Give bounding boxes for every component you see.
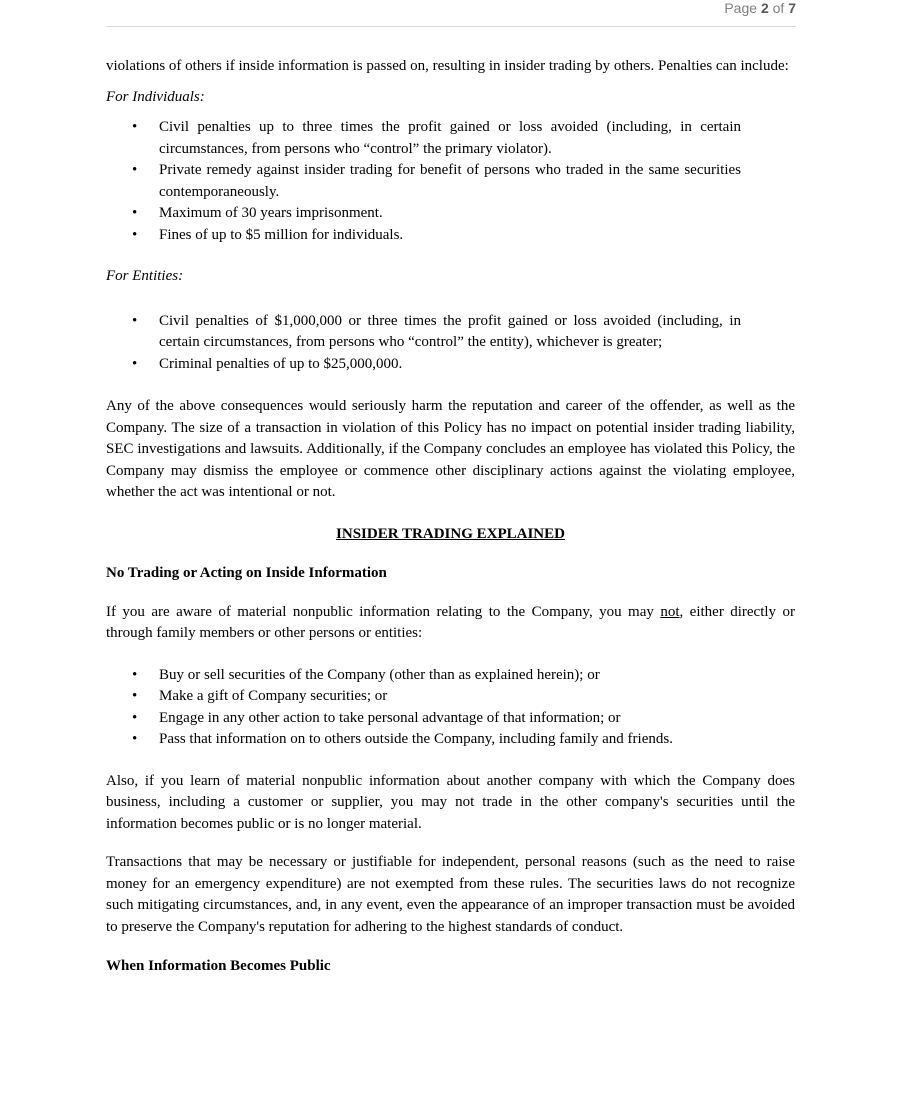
bullet-icon: • bbox=[132, 312, 138, 329]
bullet-icon: • bbox=[132, 666, 138, 683]
section-title: INSIDER TRADING EXPLAINED bbox=[336, 525, 565, 542]
page-header bbox=[106, 0, 796, 27]
bullet-icon: • bbox=[132, 709, 138, 726]
emphasis-not: not bbox=[660, 603, 680, 620]
bullet-icon: • bbox=[132, 731, 138, 747]
awareness-paragraph: If you are aware of material nonpublic information relating to the Company, you may not, either directly or through family members or other persons or entities: bbox=[106, 603, 795, 641]
other-company-paragraph: Also, if you learn of material nonpublic information about another company with which the Company does business, including a customer or supplier, you may not trade in the other company's securities until the information becomes public or is no longer material. bbox=[106, 772, 795, 832]
bullet-icon: • bbox=[132, 119, 138, 135]
subsection-heading-no-trading: No Trading or Acting on Inside Information bbox=[106, 565, 387, 581]
list-item: • Maximum of 30 years imprisonment. bbox=[106, 203, 795, 225]
bullet-icon: • bbox=[132, 162, 138, 178]
list-item: • Make a gift of Company securities; or bbox=[106, 686, 795, 708]
entities-list bbox=[106, 311, 795, 376]
entities-heading: For Entities: bbox=[106, 268, 184, 284]
bullet-icon: • bbox=[132, 226, 138, 243]
bullet-icon: • bbox=[132, 688, 138, 704]
page-number: Page 2 of 7 bbox=[724, 0, 796, 16]
document-body bbox=[106, 56, 795, 978]
list-item: • Civil penalties of $1,000,000 or three times the profit gained or loss avoided (including, in certain circumstances, from persons who “control” the entity), whichever is greater; bbox=[132, 312, 741, 350]
prohibited-actions-list bbox=[106, 665, 795, 751]
list-item: • Criminal penalties of up to $25,000,000. bbox=[106, 354, 795, 376]
list-item: • Fines of up to $5 million for individuals. bbox=[106, 225, 795, 247]
individuals-heading: For Individuals: bbox=[106, 88, 205, 105]
list-item: • Pass that information on to others outside the Company, including family and friends. bbox=[106, 729, 795, 751]
list-item: • Civil penalties up to three times the profit gained or loss avoided (including, in certain circumstances, from persons who “control” the primary violator). bbox=[132, 119, 741, 157]
list-item: • Buy or sell securities of the Company (other than as explained herein); or bbox=[106, 665, 795, 687]
intro-paragraph: violations of others if inside information is passed on, resulting in insider trading by others. Penalties can include: bbox=[106, 58, 789, 74]
subsection-heading-public: When Information Becomes Public bbox=[106, 958, 331, 974]
consequences-paragraph: Any of the above consequences would seriously harm the reputation and career of the offender, as well as the Company. The size of a transaction in violation of this Policy has no impact on potential insider trading liability, SEC investigations and lawsuits. Additionally, if the Company concludes an employee has violated this Policy, the Company may dismiss the employee or commence other disciplinary actions against the violating employee, whether the act was intentional or not. bbox=[106, 398, 795, 500]
transactions-paragraph: Transactions that may be necessary or justifiable for independent, personal reasons (such as the need to raise money for an emergency expenditure) are not exempted from these rules. The securities laws do not recognize such mitigating circumstances, and, in any event, even the appearance of an improper transaction must be avoided to preserve the Company's reputation for adhering to the highest standards of conduct. bbox=[106, 854, 795, 935]
list-item: • Engage in any other action to take personal advantage of that information; or bbox=[106, 708, 795, 730]
list-item: • Private remedy against insider trading for benefit of persons who traded in the same securities contemporaneously. bbox=[132, 162, 741, 200]
bullet-icon: • bbox=[132, 355, 138, 372]
individuals-list bbox=[106, 117, 795, 246]
bullet-icon: • bbox=[132, 205, 138, 221]
